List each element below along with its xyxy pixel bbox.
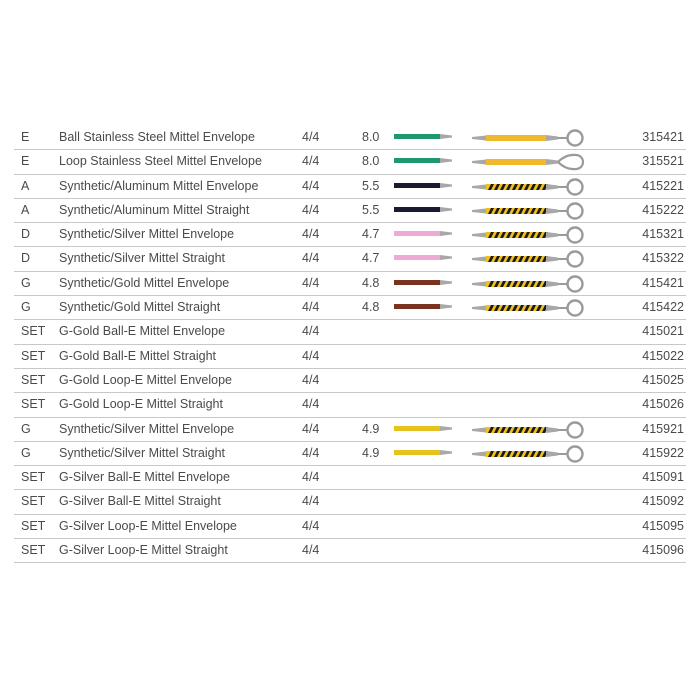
type-cell: SET: [21, 348, 46, 363]
description-cell: G-Silver Loop-E Mittel Envelope: [59, 518, 237, 533]
size-cell: 4/4: [302, 275, 320, 290]
description-cell: Loop Stainless Steel Mittel Envelope: [59, 154, 262, 169]
ball-end-string-image: [472, 273, 586, 295]
gauge-cell: 4.8: [362, 300, 380, 315]
article-number-cell: 415922: [642, 445, 684, 460]
type-cell: SET: [21, 518, 46, 533]
description-cell: G-Silver Ball-E Mittel Envelope: [59, 470, 230, 485]
string-color-image: [394, 205, 454, 215]
description-cell: G-Gold Loop-E Mittel Straight: [59, 397, 223, 412]
type-cell: SET: [21, 324, 46, 339]
ball-end-string-image: [472, 419, 586, 441]
ball-end-string-image: [472, 200, 586, 222]
table-row: [14, 539, 686, 563]
type-cell: A: [21, 202, 30, 217]
article-number-cell: 415095: [642, 518, 684, 533]
table-row: [14, 490, 686, 514]
article-number-cell: 315421: [642, 130, 684, 144]
string-color-image: [394, 132, 454, 142]
article-number-cell: 415025: [642, 372, 684, 387]
type-cell: G: [21, 275, 31, 290]
size-cell: 4/4: [302, 348, 320, 363]
table-row: [14, 466, 686, 490]
size-cell: 4/4: [302, 300, 320, 315]
article-number-cell: 415321: [642, 227, 684, 242]
string-color-image: [394, 156, 454, 166]
description-cell: G-Gold Loop-E Mittel Envelope: [59, 372, 233, 387]
ball-end-string-image: [472, 176, 586, 198]
type-cell: SET: [21, 494, 46, 509]
type-cell: SET: [21, 372, 46, 387]
description-cell: Synthetic/Aluminum Mittel Straight: [59, 202, 250, 217]
size-cell: 4/4: [302, 470, 320, 485]
description-cell: G-Gold Ball-E Mittel Envelope: [59, 324, 226, 339]
size-cell: 4/4: [302, 178, 320, 193]
type-cell: A: [21, 178, 30, 193]
string-color-image: [394, 424, 454, 434]
type-cell: D: [21, 227, 31, 242]
gauge-cell: 4.9: [362, 421, 380, 436]
table-row: [14, 320, 686, 344]
table-row: [14, 223, 686, 247]
size-cell: 4/4: [302, 445, 320, 460]
article-number-cell: 415026: [642, 397, 684, 412]
strings-table: [14, 126, 686, 563]
type-cell: G: [21, 421, 31, 436]
description-cell: Synthetic/Gold Mittel Straight: [59, 300, 221, 315]
description-cell: Synthetic/Silver Mittel Straight: [59, 445, 226, 460]
table-row: [14, 126, 686, 150]
article-number-cell: 415021: [642, 324, 684, 339]
description-cell: Synthetic/Silver Mittel Envelope: [59, 227, 235, 242]
gauge-cell: 4.7: [362, 227, 380, 242]
gauge-cell: 4.8: [362, 275, 380, 290]
gauge-cell: 5.5: [362, 202, 380, 217]
string-color-image: [394, 181, 454, 191]
description-cell: G-Silver Ball-E Mittel Straight: [59, 494, 221, 509]
table-row: [14, 369, 686, 393]
string-color-image: [394, 278, 454, 288]
ball-end-string-image: [472, 248, 586, 270]
article-number-cell: 415022: [642, 348, 684, 363]
size-cell: 4/4: [302, 324, 320, 339]
table-row: [14, 150, 686, 174]
string-color-image: [394, 302, 454, 312]
gauge-cell: 4.7: [362, 251, 380, 266]
table-row: [14, 199, 686, 223]
size-cell: 4/4: [302, 227, 320, 242]
table-row: [14, 515, 686, 539]
gauge-cell: 5.5: [362, 178, 380, 193]
article-number-cell: 415422: [642, 300, 684, 315]
gauge-cell: 8.0: [362, 130, 380, 144]
table-row: [14, 393, 686, 417]
article-number-cell: 315521: [642, 154, 684, 169]
article-number-cell: 415421: [642, 275, 684, 290]
description-cell: Synthetic/Silver Mittel Envelope: [59, 421, 235, 436]
table-row: [14, 442, 686, 466]
type-cell: SET: [21, 397, 46, 412]
size-cell: 4/4: [302, 154, 320, 169]
description-cell: G-Silver Loop-E Mittel Straight: [59, 543, 228, 558]
table-row: [14, 418, 686, 442]
string-color-image: [394, 253, 454, 263]
article-number-cell: 415092: [642, 494, 684, 509]
string-color-image: [394, 229, 454, 239]
type-cell: E: [21, 130, 30, 144]
ball-end-string-image: [472, 224, 586, 246]
description-cell: G-Gold Ball-E Mittel Straight: [59, 348, 216, 363]
article-number-cell: 415221: [642, 178, 684, 193]
type-cell: SET: [21, 543, 46, 558]
string-color-image: [394, 448, 454, 458]
article-number-cell: 415222: [642, 202, 684, 217]
size-cell: 4/4: [302, 202, 320, 217]
size-cell: 4/4: [302, 130, 320, 144]
size-cell: 4/4: [302, 518, 320, 533]
table-row: [14, 175, 686, 199]
gauge-cell: 8.0: [362, 154, 380, 169]
type-cell: SET: [21, 470, 46, 485]
gauge-cell: 4.9: [362, 445, 380, 460]
description-cell: Synthetic/Silver Mittel Straight: [59, 251, 226, 266]
ball-end-string-image: [472, 297, 586, 319]
size-cell: 4/4: [302, 421, 320, 436]
type-cell: E: [21, 154, 30, 169]
article-number-cell: 415921: [642, 421, 684, 436]
size-cell: 4/4: [302, 251, 320, 266]
type-cell: D: [21, 251, 31, 266]
type-cell: G: [21, 300, 31, 315]
size-cell: 4/4: [302, 397, 320, 412]
table-row: [14, 272, 686, 296]
table-row: [14, 345, 686, 369]
type-cell: G: [21, 445, 31, 460]
table-row: [14, 296, 686, 320]
ball-end-string-image: [472, 443, 586, 465]
description-cell: Synthetic/Gold Mittel Envelope: [59, 275, 230, 290]
loop-end-string-image: [472, 151, 586, 173]
table-row: [14, 247, 686, 271]
size-cell: 4/4: [302, 543, 320, 558]
description-cell: Synthetic/Aluminum Mittel Envelope: [59, 178, 259, 193]
ball-end-string-image: [472, 127, 586, 149]
article-number-cell: 415322: [642, 251, 684, 266]
size-cell: 4/4: [302, 372, 320, 387]
article-number-cell: 415096: [642, 543, 684, 558]
article-number-cell: 415091: [642, 470, 684, 485]
size-cell: 4/4: [302, 494, 320, 509]
description-cell: Ball Stainless Steel Mittel Envelope: [59, 130, 255, 144]
